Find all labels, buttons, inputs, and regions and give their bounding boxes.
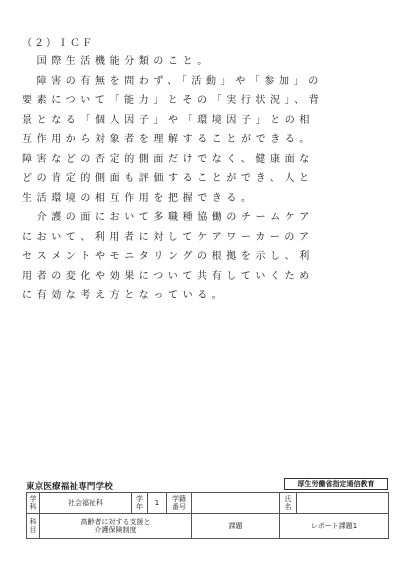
body-line: どの肯定的側面も評価することができ、人と (22, 173, 314, 184)
department-value: 社会福祉科 (40, 493, 132, 514)
body-line: 生活環境の相互作用を把握できる。 (22, 192, 256, 204)
student-number-value (192, 493, 280, 514)
body-line: 要素について「能力」とその「実行状況」、背 (22, 95, 324, 106)
subject-label: 科 目 (27, 514, 40, 539)
year-label: 学 年 (132, 493, 148, 514)
body-line: 景となる「個人因子」や「環境因子」との相 (22, 114, 314, 126)
name-value (297, 493, 389, 514)
student-info-table (26, 492, 389, 539)
body-line: において、利用者に対してケアワーカーのア (22, 231, 314, 243)
year-value: 1 (148, 493, 167, 514)
body-line: 用者の変化や効果について共有していくため (22, 270, 314, 282)
body-line: 障害の有無を問わず、「活動」や「参加」の (22, 75, 323, 87)
body-line: に有効な考え方となっている。 (22, 290, 227, 301)
name-label: 氏 名 (280, 493, 297, 514)
body-line: 介護の面において多職種協働のチームケア (22, 212, 314, 223)
body-line: セスメントやモニタリングの根拠を示し、利 (22, 251, 314, 262)
body-line: 互作用から対象者を理解することができる。 (22, 134, 314, 145)
subject-value: 高齢者に対する支援と 介護保険制度 (40, 514, 192, 539)
school-name: 東京医療福祉専門学校 (26, 482, 114, 492)
body-line: 障害などの否定的側面だけでなく、健康面な (22, 153, 314, 165)
assignment-value: レポート課題1 (280, 514, 389, 539)
info-row-bottom (27, 514, 389, 539)
section-heading: （２）ＩＣＦ (22, 38, 94, 49)
assignment-label: 課題 (192, 514, 280, 539)
department-label: 学 科 (27, 493, 40, 514)
report-body (22, 52, 394, 306)
accreditation-badge: 厚生労働省指定通信教育 (284, 478, 388, 490)
info-row-top (27, 493, 389, 514)
body-line: 国際生活機能分類のこと。 (22, 56, 212, 67)
student-number-label: 学籍 番号 (167, 493, 192, 514)
